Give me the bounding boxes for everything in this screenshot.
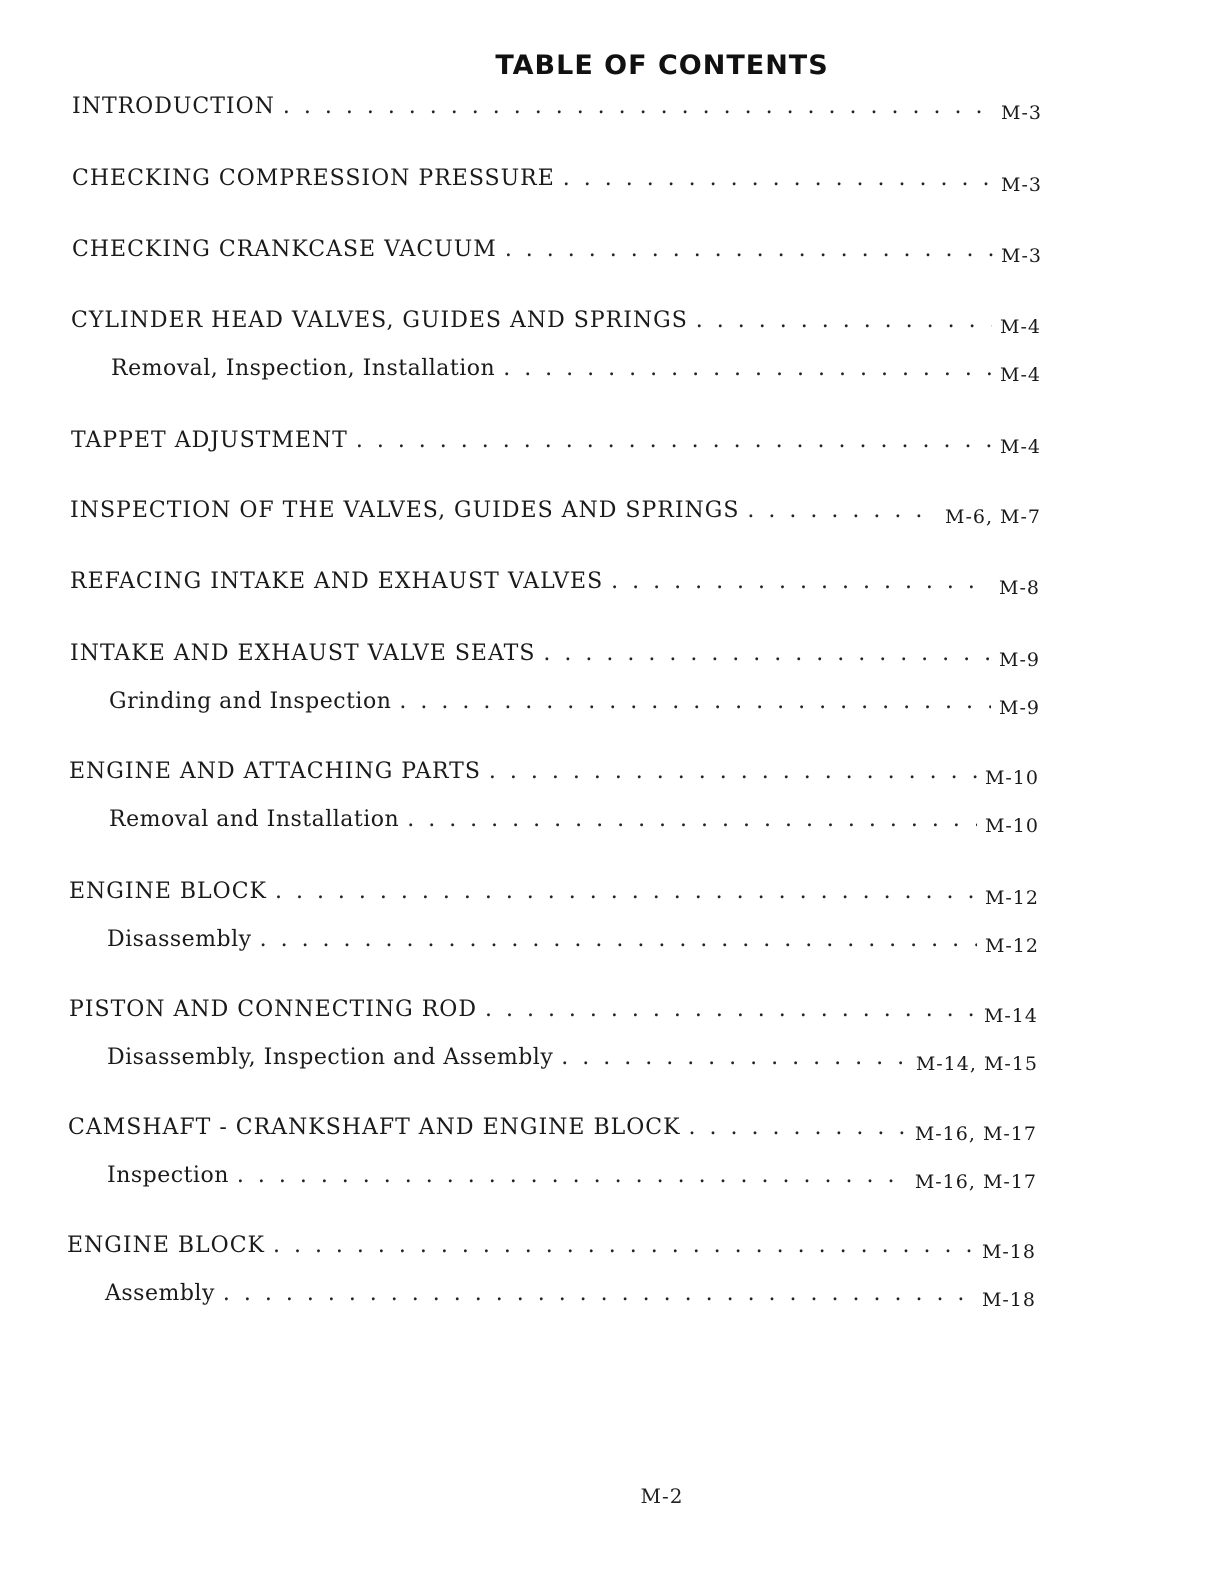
toc-entry-label: Grinding and Inspection <box>109 689 392 714</box>
dot-leader <box>689 1115 907 1140</box>
toc-entry-label: INTRODUCTION <box>72 94 275 119</box>
toc-entry[interactable] <box>71 428 1041 458</box>
toc-entry-page: M-12 <box>984 935 1039 957</box>
toc-entry-page: M-10 <box>984 815 1039 837</box>
toc-entry-label: REFACING INTAKE AND EXHAUST VALVES <box>70 569 604 594</box>
toc-entry[interactable] <box>67 1233 1036 1263</box>
toc-entry-label: Removal, Inspection, Installation <box>111 356 496 381</box>
toc-entry-page: M-4 <box>1000 436 1041 458</box>
toc-subentry[interactable] <box>107 927 1039 957</box>
toc-entry-page: M-14 <box>983 1005 1038 1027</box>
toc-entry-label: Disassembly, Inspection and Assembly <box>107 1045 554 1070</box>
toc-entry[interactable] <box>69 997 1038 1027</box>
toc-entry[interactable] <box>71 308 1041 338</box>
toc-entry[interactable] <box>72 94 1042 124</box>
toc-entry-page: M-10 <box>984 767 1039 789</box>
toc-entry-label: INSPECTION OF THE VALVES, GUIDES AND SPRINGS <box>70 498 740 523</box>
toc-entry-label: CYLINDER HEAD VALVES, GUIDES AND SPRINGS <box>71 308 688 333</box>
toc-entry-page: M-18 <box>981 1241 1036 1263</box>
toc-entry-page: M-4 <box>1000 316 1041 338</box>
toc-entry-label: ENGINE BLOCK <box>69 879 267 904</box>
dot-leader <box>399 689 991 714</box>
toc-entry-label: Disassembly <box>107 927 252 952</box>
toc-entry-label: Assembly <box>105 1281 215 1306</box>
toc-entry-page: M-8 <box>999 577 1040 599</box>
toc-entry[interactable] <box>70 498 1041 528</box>
toc-entry-label: CHECKING COMPRESSION PRESSURE <box>72 166 555 191</box>
toc-entry-page: M-9 <box>999 649 1040 671</box>
page-number: M-2 <box>640 1484 684 1508</box>
toc-entry[interactable] <box>70 641 1040 671</box>
toc-entry[interactable] <box>69 759 1039 789</box>
dot-leader <box>503 356 992 381</box>
toc-entry[interactable] <box>68 1115 1037 1145</box>
toc-subentry[interactable] <box>105 1281 1036 1311</box>
toc-entry-label: INTAKE AND EXHAUST VALVE SEATS <box>70 641 536 666</box>
toc-entry-label: ENGINE BLOCK <box>67 1233 265 1258</box>
toc-entry-label: TAPPET ADJUSTMENT <box>71 428 348 453</box>
dot-leader <box>696 308 992 333</box>
toc-entry-page: M-9 <box>999 697 1040 719</box>
dot-leader <box>563 166 993 191</box>
dot-leader <box>407 807 977 832</box>
toc-entry-page: M-6, M-7 <box>944 506 1041 528</box>
toc-subentry[interactable] <box>107 1163 1037 1193</box>
dot-leader <box>485 997 976 1022</box>
toc-entry-label: Removal and Installation <box>109 807 400 832</box>
toc-subentry[interactable] <box>111 356 1041 386</box>
dot-leader <box>561 1045 908 1070</box>
toc-entry[interactable] <box>72 237 1042 267</box>
dot-leader <box>273 1233 974 1258</box>
toc-entry-label: CHECKING CRANKCASE VACUUM <box>72 237 497 262</box>
dot-leader <box>283 94 993 119</box>
toc-entry-page: M-14, M-15 <box>915 1053 1038 1075</box>
toc-entry-page: M-3 <box>1001 174 1042 196</box>
toc-entry[interactable] <box>70 569 1040 599</box>
dot-leader <box>356 428 992 453</box>
toc-entry-label: CAMSHAFT - CRANKSHAFT AND ENGINE BLOCK <box>68 1115 681 1140</box>
toc-entry[interactable] <box>69 879 1039 909</box>
toc-entry-page: M-3 <box>1001 102 1042 124</box>
dot-leader <box>223 1281 974 1306</box>
toc-entry[interactable] <box>72 166 1042 196</box>
dot-leader <box>747 498 937 523</box>
toc-entry-page: M-16, M-17 <box>914 1171 1037 1193</box>
dot-leader <box>611 569 991 594</box>
toc-entry-page: M-3 <box>1001 245 1042 267</box>
dot-leader <box>543 641 991 666</box>
toc-entry-label: ENGINE AND ATTACHING PARTS <box>69 759 481 784</box>
toc-entry-label: Inspection <box>107 1163 229 1188</box>
dot-leader <box>237 1163 907 1188</box>
dot-leader <box>489 759 977 784</box>
toc-subentry[interactable] <box>109 689 1040 719</box>
dot-leader <box>505 237 993 262</box>
toc-subentry[interactable] <box>109 807 1039 837</box>
toc-entry-page: M-18 <box>981 1289 1036 1311</box>
toc-entry-label: PISTON AND CONNECTING ROD <box>69 997 477 1022</box>
dot-leader <box>260 927 977 952</box>
toc-entry-page: M-16, M-17 <box>914 1123 1037 1145</box>
toc-entry-page: M-4 <box>1000 364 1041 386</box>
toc-subentry[interactable] <box>107 1045 1038 1075</box>
page-title: TABLE OF CONTENTS <box>495 50 829 81</box>
dot-leader <box>275 879 977 904</box>
toc-entry-page: M-12 <box>984 887 1039 909</box>
